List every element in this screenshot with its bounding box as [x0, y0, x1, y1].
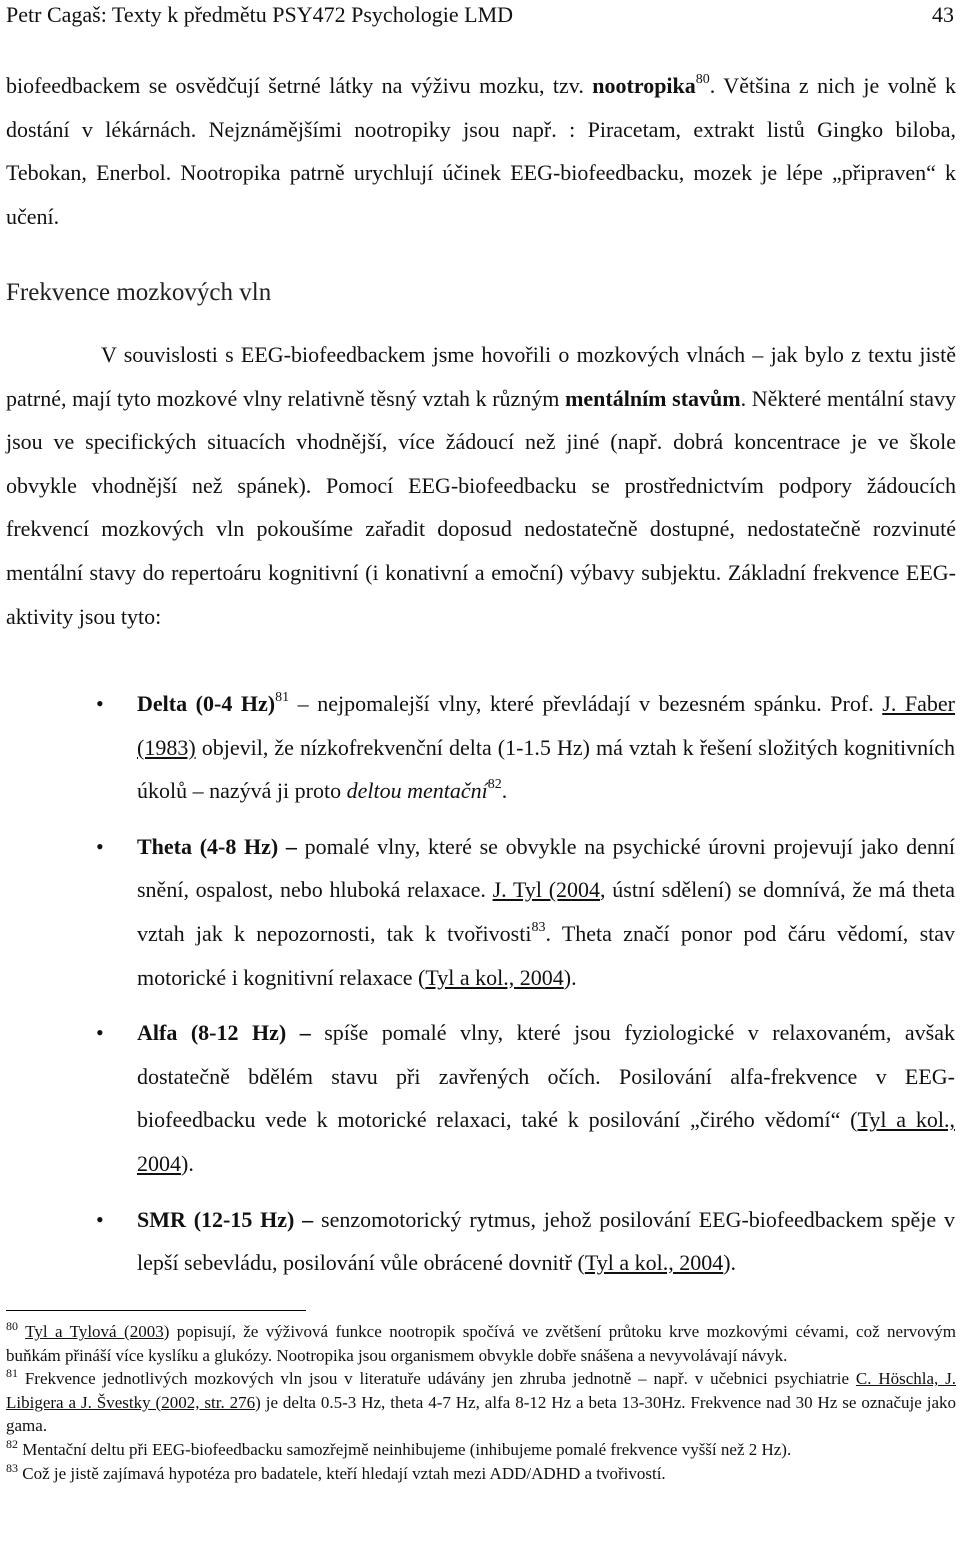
footnote-text: Frekvence jednotlivých mozkových vln jsou v literatuře udávány jen zhruba jednotně – např. v učebnici psychiatrie: [18, 1369, 856, 1389]
alfa-text-2: ).: [181, 1150, 194, 1176]
bullet-icon: •: [96, 1206, 104, 1232]
alfa-text-1: spíše pomalé vlny, které jsou fyziologické v relaxovaném, avšak dostatečně bdělém stavu při zavřených očích. Posilování alfa-frekvence v EEG-biofeedbacku vede k motorické relaxaci, také k posilování „čirého vědomí“ (: [137, 1020, 955, 1133]
frequency-list: [0, 682, 960, 1285]
term-delta: Delta (0-4 Hz): [137, 691, 276, 716]
theta-text-3: . Theta značí ponor pod čáru vědomí, stav motorické i kognitivní relaxace (: [137, 920, 956, 990]
footnote-ref-82[interactable]: 82: [487, 777, 502, 793]
footnote-82: [6, 1438, 956, 1462]
bullet-icon: •: [96, 691, 104, 716]
theta-text-2: , ústní sdělení) se domnívá, že má theta vztah jak k nepozornosti, tak k tvořivosti: [137, 877, 955, 946]
delta-italic-term: deltou mentační: [346, 778, 488, 804]
intro-bold-term: nootropika: [592, 73, 696, 98]
citation-link[interactable]: Tyl a kol., 2004: [137, 1107, 955, 1176]
footnote-ref-80[interactable]: 80: [695, 72, 710, 87]
term-alfa: Alfa (8-12 Hz) –: [137, 1020, 311, 1046]
list-item-smr: [0, 1198, 955, 1285]
footnote-80: [6, 1320, 956, 1367]
citation-link[interactable]: Tyl a kol., 2004: [584, 1250, 724, 1276]
section-heading: Frekvence mozkových vln: [6, 279, 272, 306]
intro-paragraph: [6, 64, 956, 238]
citation-link[interactable]: J. Faber (1983): [137, 691, 955, 760]
header-title: Petr Cagaš: Texty k předmětu PSY472 Psychologie LMD: [6, 2, 514, 27]
bullet-icon: •: [96, 833, 104, 859]
citation-link[interactable]: Tyl a kol., 2004: [425, 964, 564, 990]
section-bold-term: mentálním stavům: [565, 385, 741, 411]
smr-text-1: senzomotorický rytmus, jehož posilování EEG-biofeedbackem spěje v lepší sebevládu, posilování vůle obrácené dovnitř (: [137, 1206, 955, 1276]
bullet-icon: •: [96, 1020, 104, 1046]
list-item-theta: [0, 825, 955, 999]
footnote-text: Což je jistě zajímavá hypotéza pro badatele, kteří hledají vztah mezi ADD/ADHD a tvořivostí.: [18, 1463, 666, 1483]
term-smr: SMR (12-15 Hz) –: [137, 1206, 314, 1232]
delta-text-3: .: [501, 778, 508, 804]
footnote-text: ) je delta 0.5-3 Hz, theta 4-7 Hz, alfa 8-12 Hz a beta 13-30Hz. Frekvence nad 30 Hz se označuje jako gama.: [6, 1392, 956, 1436]
footnote-separator: [6, 1310, 306, 1311]
footnote-number: 82: [6, 1436, 18, 1451]
citation-link[interactable]: J. Tyl (2004: [492, 877, 601, 903]
footnote-text: Mentační deltu při EEG-biofeedbacku samozřejmě neinhibujeme (inhibujeme pomalé frekvence vyšší než 2 Hz).: [18, 1439, 792, 1459]
page-number: 43: [932, 2, 954, 27]
footnote-text: ) popisují, že výživová funkce nootropik spočívá ve zvětšení průtoku krve mozkovými cévami, což nervovým buňkám přináší více kyslíku a glukózy. Nootropika jsou organismem obvykle dobře snášena a nevyvolávají návyk.: [6, 1322, 956, 1365]
footnote-number: 81: [6, 1366, 18, 1381]
footnote-ref-81[interactable]: 81: [275, 690, 290, 705]
section-text-1: V souvislosti s EEG-biofeedbackem jsme hovořili o mozkových vlnách – jak bylo z textu jistě patrné, mají tyto mozkové vlny relativně těsný vztah k různým: [6, 342, 956, 411]
theta-text-1: pomalé vlny, které se obvykle na psychické úrovni projevují jako denní snění, ospalost, nebo hluboká relaxace.: [137, 833, 955, 903]
intro-text-1: biofeedbackem se osvědčují šetrné látky na výživu mozku, tzv.: [6, 73, 593, 98]
citation-link[interactable]: Tyl a Tylová (2003: [25, 1322, 164, 1341]
page-header: [6, 0, 956, 30]
list-item-alfa: [0, 1011, 955, 1185]
footnote-83: [6, 1462, 956, 1486]
smr-text-2: ).: [723, 1250, 737, 1276]
delta-text-1: – nejpomalejší vlny, které převládají v bezesném spánku. Prof.: [289, 691, 883, 716]
citation-link[interactable]: C. Höschla, J. Libigera a J. Švestky (2002, str. 276: [6, 1369, 956, 1412]
footnote-81: [6, 1367, 956, 1438]
intro-text-2: . Většina z nich je volně k dostání v lékárnách. Nejznámějšími nootropiky jsou např. : Piracetam, extrakt listů Gingko biloba, Tebokan, Enerbol. Nootropika patrně urychlují účinek EEG-biofeedbacku, mozek je lépe „připraven“ k učení.: [6, 73, 956, 229]
theta-text-4: ).: [563, 964, 577, 990]
term-theta: Theta (4-8 Hz) –: [137, 833, 297, 859]
section-text-2: . Některé mentální stavy jsou ve specifických situacích vhodnější, více žádoucí než jiné (např. dobrá koncentrace je ve škole obvykle vhodnější než spánek). Pomocí EEG-biofeedbacku se prostřednictvím podpory žádoucích frekvencí mozkových vln pokoušíme zařadit doposud nedostatečně dostupné, nedostatečně rozvinuté mentální stavy do repertoáru kognitivní (i konativní a emoční) výbavy subjektu. Základní frekvence EEG-aktivity jsou tyto:: [6, 385, 956, 629]
section-paragraph: [6, 333, 956, 638]
footnotes: [6, 1320, 956, 1485]
delta-text-2: objevil, že nízkofrekvenční delta (1-1.5 Hz) má vztah k řešení složitých kognitivních úkolů – nazývá ji proto: [137, 734, 955, 804]
footnote-number: 80: [6, 1319, 18, 1333]
list-item-delta: [0, 682, 955, 813]
footnote-ref-83[interactable]: 83: [531, 919, 546, 935]
footnote-number: 83: [6, 1460, 18, 1475]
